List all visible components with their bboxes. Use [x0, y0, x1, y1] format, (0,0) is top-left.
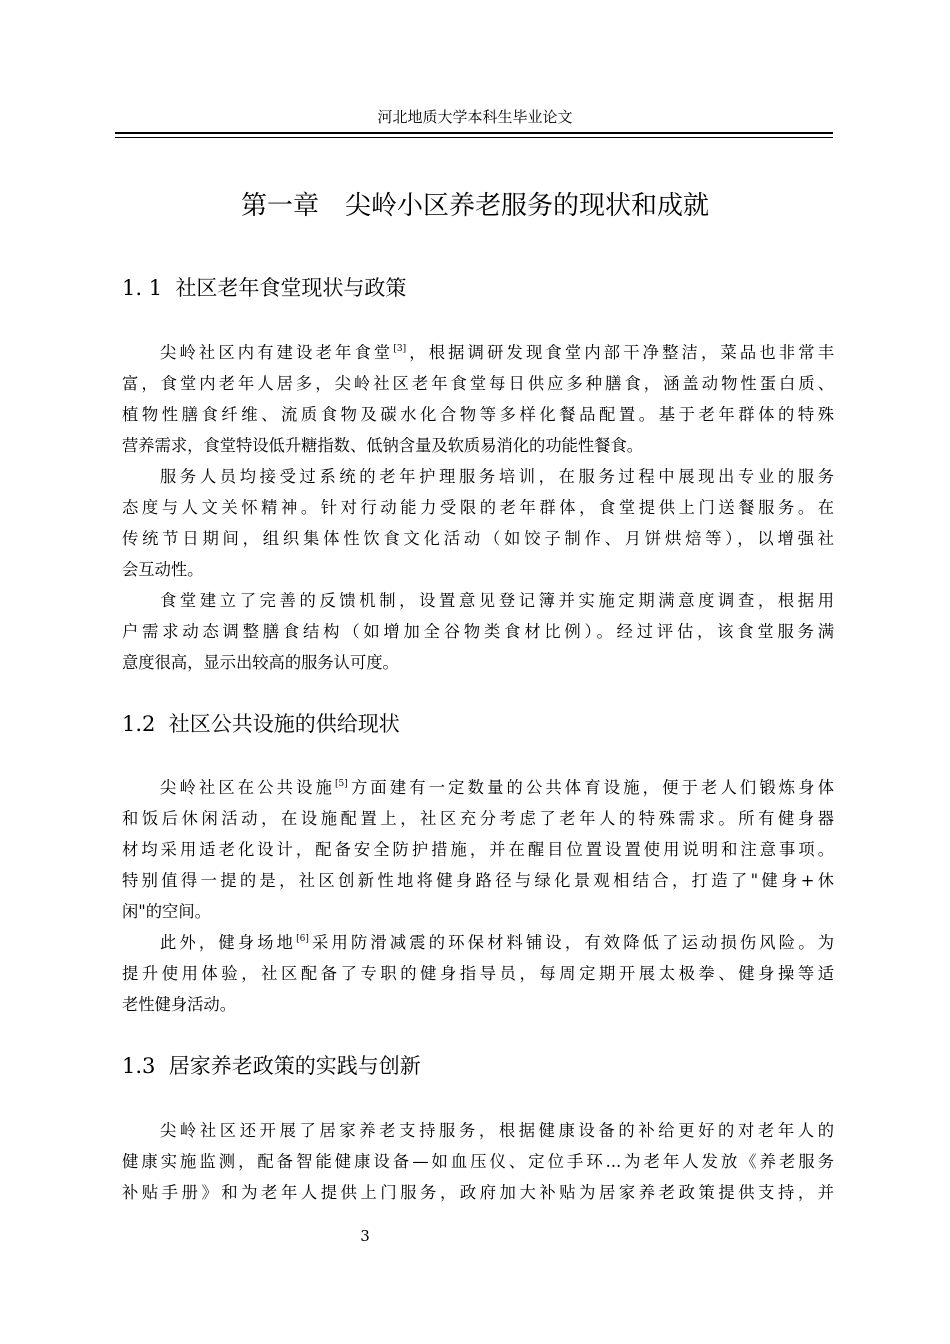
- paragraph-line: 特别值得一提的是，社区创新性地将健身路径与绿化景观相结合，打造了"健身+休: [122, 871, 834, 890]
- paragraph-line: 尖岭社区还开展了居家养老支持服务，根据健康设备的补给更好的对老年人的: [160, 1121, 834, 1140]
- paragraph-line: 营养需求，食堂特设低升糖指数、低钠含量及软质易消化的功能性餐食。: [122, 436, 644, 455]
- paragraph-line: 材均采用适老化设计，配备安全防护措施，并在醒目位置设置使用说明和注意事项。: [122, 840, 834, 859]
- section-number: 1.2: [122, 712, 156, 736]
- page-number: 3: [360, 1227, 370, 1245]
- paragraph-line: 提升使用体验，社区配备了专职的健身指导员，每周定期开展太极拳、健身操等适: [122, 964, 834, 983]
- paragraph-line: 老性健身活动。: [122, 995, 236, 1014]
- paragraph-line: 尖岭社区内有建设老年食堂[3]，根据调研发现食堂内部干净整洁，菜品也非常丰: [160, 343, 834, 362]
- paragraph-line: 植物性膳食纤维、流质食物及碳水化合物等多样化餐品配置。基于老年群体的特殊: [122, 405, 834, 424]
- paragraph-line: 此外，健身场地[6]采用防滑减震的环保材料铺设，有效降低了运动损伤风险。为: [160, 933, 834, 952]
- section-heading-1-1: [122, 273, 406, 303]
- section-heading-1-2: [122, 709, 400, 739]
- section-heading-1-3: [122, 1051, 421, 1081]
- paragraph-line: 闲"的空间。: [122, 902, 211, 921]
- paragraph-line: 态度与人文关怀精神。针对行动能力受限的老年群体，食堂提供上门送餐服务。在: [122, 498, 834, 517]
- paragraph-line: 传统节日期间，组织集体性饮食文化活动（如饺子制作、月饼烘焙等），以增强社: [122, 529, 834, 548]
- section-title: 居家养老政策的实践与创新: [168, 1054, 421, 1078]
- paragraph-line: 富，食堂内老年人居多，尖岭社区老年食堂每日供应多种膳食，涵盖动物性蛋白质、: [122, 374, 834, 393]
- citation: [5]: [335, 779, 348, 789]
- header-rule: [115, 132, 833, 138]
- citation: [6]: [296, 934, 309, 944]
- section-number: 1. 1: [122, 276, 163, 300]
- paragraph-line: 会互动性。: [122, 560, 204, 579]
- paragraph-line: 食堂建立了完善的反馈机制，设置意见登记簿并实施定期满意度调查，根据用: [160, 591, 834, 610]
- paragraph-line: 户需求动态调整膳食结构（如增加全谷物类食材比例）。经过评估，该食堂服务满: [122, 622, 834, 641]
- section-number: 1.3: [122, 1054, 156, 1078]
- paragraph-line: 服务人员均接受过系统的老年护理服务培训，在服务过程中展现出专业的服务: [160, 467, 834, 486]
- paragraph-line: 和饭后休闲活动，在设施配置上，社区充分考虑了老年人的特殊需求。所有健身器: [122, 809, 834, 828]
- chapter-title: 第一章 尖岭小区养老服务的现状和成就: [240, 191, 709, 221]
- paragraph-line: 意度很高，显示出较高的服务认可度。: [122, 653, 399, 672]
- paragraph-line: 健康实施监测，配备智能健康设备—如血压仪、定位手环...为老年人发放《养老服务: [122, 1152, 834, 1171]
- paragraph-line: 补贴手册》和为老年人提供上门服务，政府加大补贴为居家养老政策提供支持，并: [122, 1183, 834, 1202]
- citation: [3]: [393, 344, 407, 354]
- section-title: 社区老年食堂现状与政策: [175, 276, 407, 300]
- page-header: 河北地质大学本科生毕业论文: [377, 108, 573, 126]
- paragraph-line: 尖岭社区在公共设施[5]方面建有一定数量的公共体育设施，便于老人们锻炼身体: [160, 778, 834, 797]
- section-title: 社区公共设施的供给现状: [168, 712, 400, 736]
